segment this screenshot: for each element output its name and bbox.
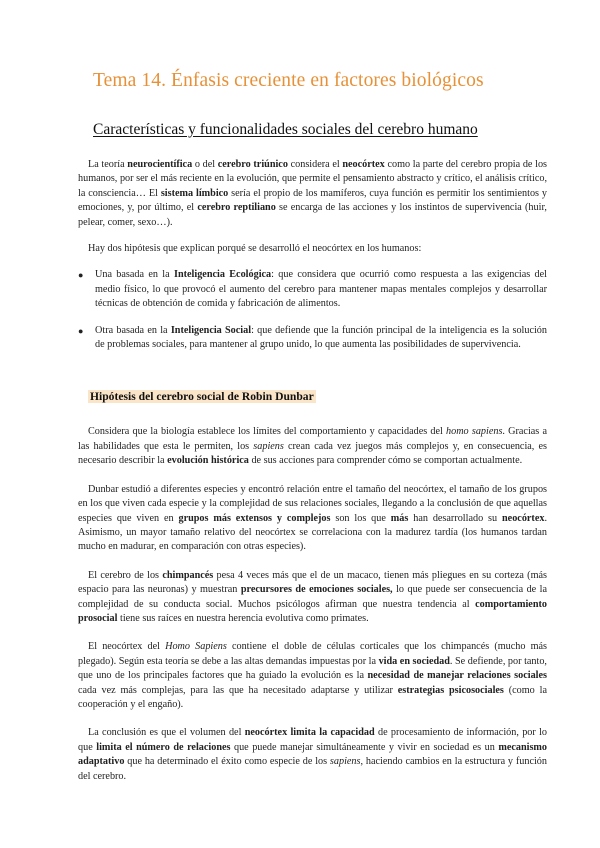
bullet-icon: ● [78,270,84,281]
dunbar-paragraph-5: La conclusión es que el volumen del neocórtex limita la capacidad de procesamiento de información, por lo que limita el número de relaciones que puede manejar simultáneamente y vivir en sociedad es un mecanismo adaptativo que ha determinado el éxito como especie de los sapiens, haciendo cambios en la estructura y función del cerebro. [78,727,548,782]
dunbar-paragraph-2: Dunbar estudió a diferentes especies y encontró relación entre el tamaño del neocórtex, el tamaño de los grupos en los que viven cada especie y la complejidad de sus relaciones sociales, llegando a la conclusión de que aquellas especies que viven en grupos más extensos y complejos son los que más han desarrollado su neocórtex. Asimismo, un mayor tamaño relativo del neocórtex se correlaciona con la madurez tardía (los humanos tardan mucho en madurar, en comparación con otras especies). [78,483,547,553]
document-title: Tema 14. Énfasis creciente en factores biológicos [93,70,484,91]
intro-paragraph: La teoría neurocientífica o del cerebro triúnico considera el neocórtex como la parte del cerebro propia de los humanos, por ser el más reciente en la evolución, que permite el pensamiento abstracto y crítico, el análisis crítico, la consciencia… El sistema límbico sería el propio de los mamíferos, cuya función es permitir los sentimientos y emociones, y, por último, el cerebro reptiliano se encarga de las acciones y los instintos de supervivencia (huir, pelear, comer, sexo…). [78,159,548,228]
dunbar-paragraph-4: El neocórtex del Homo Sapiens contiene el doble de células corticales que los chimpancés (mucho más plegado). Según esta teoría se debe a las altas demandas impuestas por la vida en sociedad. Se defiende, por tanto, que uno de los principales factores que ha guiado la evolución es la necesidad de manejar relaciones sociales cada vez más complejas, para las que ha necesitado adaptarse y utilizar estrategias psicosociales (como la cooperación y el engaño). [78,641,547,710]
subsection-title: Hipótesis del cerebro social de Robin Dunbar [90,390,314,404]
bullet-icon: ● [78,325,84,336]
section-title: Características y funcionalidades sociales del cerebro humano [93,121,478,138]
hypotheses-intro: Hay dos hipótesis que explican porqué se desarrolló el neocórtex en los humanos: [88,243,422,255]
list-item: ● Una basada en la Inteligencia Ecológica: que considera que ocurrió como respuesta a las exigencias del medio físico, lo que provocó el aumento del cerebro para mantener mapas mentales complejos y desarrollar técnicas de obtención de comida y fabricación de alimentos. [78,269,547,310]
dunbar-paragraph-3: El cerebro de los chimpancés pesa 4 veces más que el de un macaco, tienen más pliegues en su corteza (más espacio para las neuronas) y muestran precursores de emociones sociales, lo que puede ser consecuencia de la complejidad de su conducta social. Muchos psicólogos afirman que nuestra tendencia al comportamiento prosocial tiene sus raíces en nuestra herencia evolutiva como primates. [78,569,548,624]
list-item: ● Otra basada en la Inteligencia Social: que defiende que la función principal de la inteligencia es la solución de problemas sociales, para mantener al grupo unido, lo que aumenta las posibilidades de supervivencia. [78,324,547,351]
hypotheses-list [78,268,547,352]
dunbar-paragraph-1: Considera que la biología establece los límites del comportamiento y capacidades del homo sapiens. Gracias a las habilidades que esta le permiten, los sapiens crean cada vez juegos más complejos y, en consecuencia, es necesario describir la evolución histórica de sus acciones para comprender cómo se comportan actualmente. [78,426,547,467]
